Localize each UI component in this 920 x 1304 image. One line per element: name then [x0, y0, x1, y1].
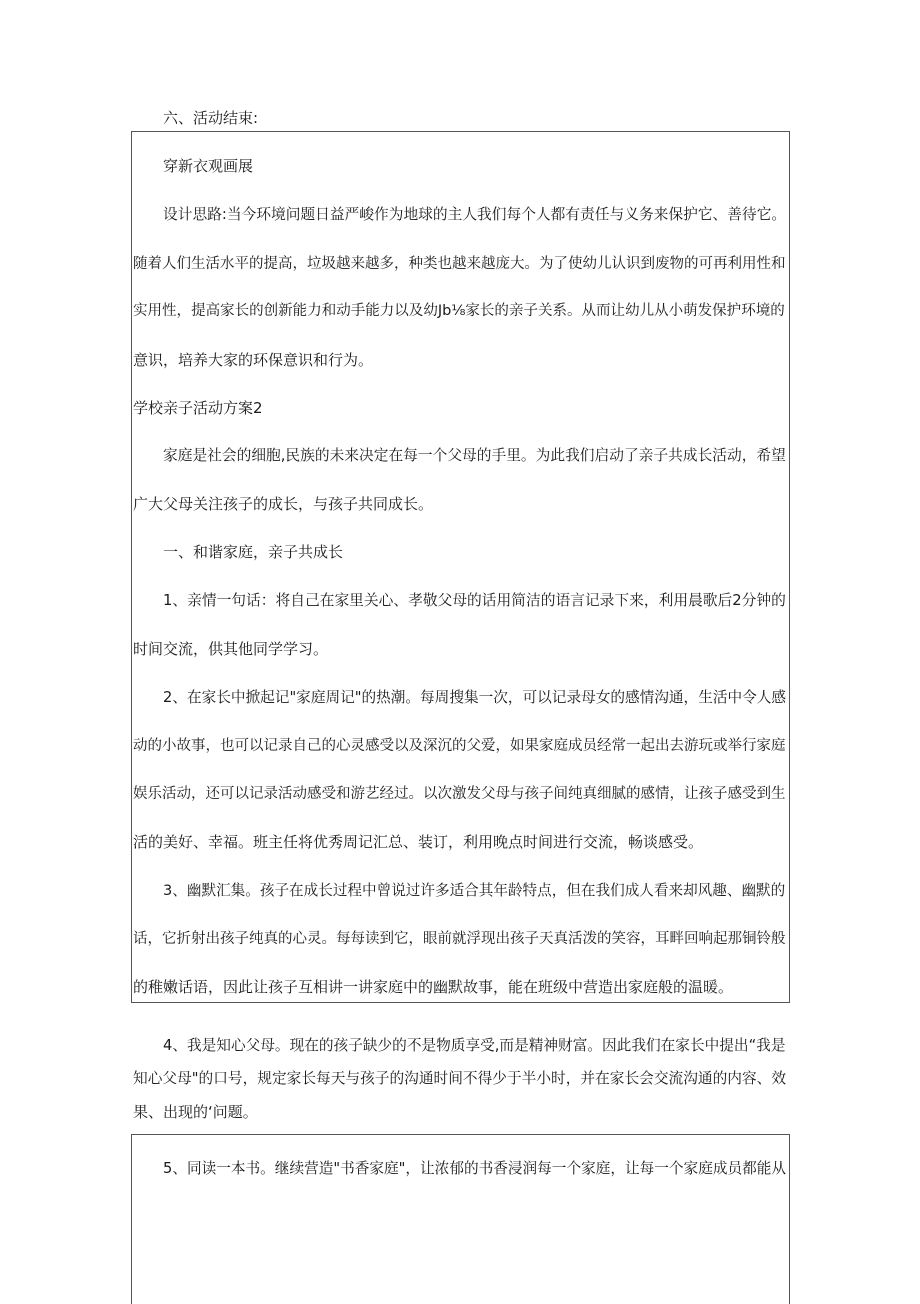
- text-line: 的稚嫩话语，因此让孩子互相讲一讲家庭中的幽默故事，能在班级中营造出家庭般的温暖。: [133, 978, 734, 996]
- plan-title: 学校亲子活动方案2: [133, 399, 263, 417]
- text-line: 1、亲情一句话：将自己在家里关心、孝敬父母的话用简洁的语言记录下来，利用晨歌后2分钟的: [163, 592, 786, 609]
- text-line: 意识，培养大家的环保意识和行为。: [133, 351, 374, 369]
- exhibition-title: 穿新衣观画展: [163, 157, 254, 175]
- text-line: 广大父母关注孩子的成长，与孩子共同成长。: [133, 495, 434, 513]
- text-line: 5、同读一本书。继续营造"书香家庭"，让浓郁的书香浸润每一个家庭，让每一个家庭成员都能从: [163, 1160, 787, 1177]
- text-line: 设计思路:当今环境问题日益严峻作为地球的主人我们每个人都有责任与义务来保护它、善待它。: [163, 206, 787, 223]
- text-line: 实用性，提高家长的创新能力和动手能力以及幼Jb⅛家长的亲子关系。从而让幼儿从小萌发保护环境的: [133, 303, 785, 319]
- text-line: 知心父母"的口号，规定家长每天与孩子的沟通时间不得少于半小时，并在家长会交流沟通的内容、效: [133, 1070, 787, 1087]
- text-line: 动的小故事，也可以记录自己的心灵感受以及深沉的父爱，如果家庭成员经常一起出去游玩或举行家庭: [133, 738, 786, 754]
- section-end-heading: 六、活动结束:: [163, 109, 259, 127]
- text-line: 2、在家长中掀起记"家庭周记"的热潮。每周搜集一次，可以记录母女的感情沟通，生活中令人感: [163, 689, 787, 706]
- text-line: 随着人们生活水平的提高，垃圾越来越多，种类也越来越庞大。为了使幼儿认识到废物的可再利用性和: [133, 256, 786, 272]
- text-line: 活的美好、幸福。班主任将优秀周记汇总、装订，利用晚点时间进行交流，畅谈感受。: [133, 833, 704, 851]
- text-line: 4、我是知心父母。现在的孩子缺少的不是物质享受,而是精神财富。因此我们在家长中提出“我是: [163, 1037, 786, 1054]
- section-1-heading: 一、和谐家庭，亲子共成长: [163, 543, 344, 561]
- text-line: 话，它折射出孩子纯真的心灵。每每读到它，眼前就浮现出孩子天真活泼的笑容，耳畔回响起那铜铃般: [133, 931, 786, 947]
- text-line: 娱乐活动，还可以记录活动感受和游艺经过。以次激发父母与孩子间纯真细腻的感情，让孩子感受到生: [133, 786, 786, 802]
- text-line: 3、幽默汇集。孩子在成长过程中曾说过许多适合其年龄特点，但在我们成人看来却风趣、幽默的: [163, 882, 786, 899]
- text-line: 家庭是社会的细胞,民族的未来决定在每一个父母的手里。为此我们启动了亲子共成长活动，希望: [163, 447, 786, 464]
- text-line: 时间交流，供其他同学学习。: [133, 640, 329, 658]
- text-line: 果、出现的‘问题。: [133, 1103, 258, 1121]
